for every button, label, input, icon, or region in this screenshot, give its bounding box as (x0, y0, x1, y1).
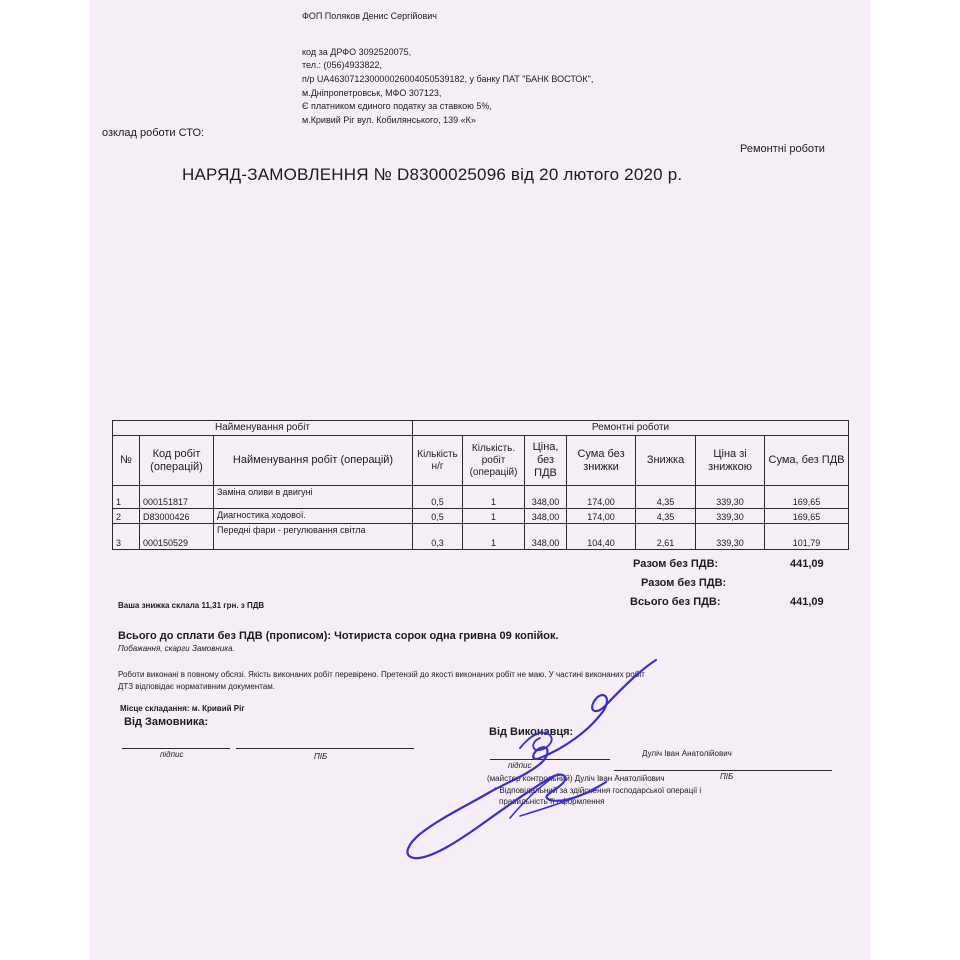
document-page (90, 0, 870, 960)
executor-note-1: * Відповідальний за здійснення господарської операції і (494, 786, 702, 795)
row-code: D83000426 (140, 509, 214, 524)
row-sum: 174,00 (567, 509, 636, 524)
row-discounted-price: 339,30 (696, 509, 765, 524)
row-name: Диагностика ходової. (214, 509, 413, 524)
handwritten-signature (390, 650, 680, 870)
works-table (112, 420, 849, 550)
row-discount: 2,61 (636, 524, 696, 550)
row-total: 101,79 (765, 524, 849, 550)
statement-line-1: Роботи виконані в повному обсязі. Якість виконаних робіт перевірено. Претензій до якості виконаних робіт не маю. У частині виконаних робіт (118, 670, 645, 679)
company-detail-1: код за ДРФО 3092520075, (302, 47, 412, 57)
document-title: НАРЯД-ЗАМОВЛЕННЯ № D8300025096 від 20 лютого 2020 р. (182, 165, 683, 184)
work-schedule: озклад роботи СТО: (102, 127, 205, 139)
company-detail-4: м.Дніпропетровськ, МФО 307123, (302, 88, 442, 98)
work-type: Ремонтні роботи (740, 143, 825, 155)
total-value-1: 441,09 (790, 558, 824, 570)
discount-note: Ваша знижка склала 11,31 грн. з ПДВ (118, 601, 265, 610)
row-code: 000151817 (140, 486, 214, 509)
col-discount: Знижка (636, 436, 696, 486)
customer-signature-line (122, 748, 230, 749)
col-discounted-price: Ціна зі знижкою (696, 436, 765, 486)
group-header-works: Найменування робіт (113, 421, 413, 436)
row-number: 1 (113, 486, 140, 509)
group-header-repairs: Ремонтні роботи (413, 421, 849, 436)
row-hours: 0,5 (413, 509, 463, 524)
executor-note-2: правильність її оформлення (499, 797, 605, 806)
customer-heading: Від Замовника: (124, 716, 209, 728)
col-code: Код робіт (операцій) (140, 436, 214, 486)
row-code: 000150529 (140, 524, 214, 550)
row-number: 3 (113, 524, 140, 550)
col-total: Сума, без ПДВ (765, 436, 849, 486)
row-name: Передні фари - регулювання світла (214, 524, 413, 550)
executor-name: Дуліч Іван Анатолійович (642, 749, 732, 758)
row-price: 348,00 (525, 486, 567, 509)
row-sum: 104,40 (567, 524, 636, 550)
executor-name-label: ПІБ (720, 772, 734, 781)
row-discounted-price: 339,30 (696, 524, 765, 550)
customer-name-label: ПІБ (314, 752, 328, 761)
company-detail-3: п/р UA463071230000026004050539182, у банку ПАТ "БАНК ВОСТОК", (302, 74, 594, 84)
row-hours: 0,3 (413, 524, 463, 550)
col-quantity: Кількість. робіт (операцій) (463, 436, 525, 486)
company-name: ФОП Поляков Денис Сергійович (302, 11, 437, 21)
row-quantity: 1 (463, 486, 525, 509)
statement-line-2: ДТЗ відповідає нормативним документам. (118, 682, 276, 691)
total-value-3: 441,09 (790, 596, 824, 608)
row-sum: 174,00 (567, 486, 636, 509)
col-name: Найменування робіт (операцій) (214, 436, 413, 486)
row-discount: 4,35 (636, 509, 696, 524)
total-label-2: Разом без ПДВ: (641, 577, 727, 589)
executor-sign-label: підпис (508, 761, 532, 770)
company-detail-5: Є платником єдиного податку за ставкою 5%, (302, 101, 492, 111)
col-sum: Сума без знижки (567, 436, 636, 486)
col-price: Ціна, без ПДВ (525, 436, 567, 486)
row-quantity: 1 (463, 509, 525, 524)
total-label-1: Разом без ПДВ: (633, 558, 719, 570)
row-discount: 4,35 (636, 486, 696, 509)
row-number: 2 (113, 509, 140, 524)
table-row (113, 486, 849, 509)
customer-sign-label: підпис (160, 750, 184, 759)
customer-name-line (236, 748, 414, 749)
col-hours: Кількість н/г (413, 436, 463, 486)
table-column-header (113, 436, 849, 486)
wishes-label: Побажання, скарги Замовника. (118, 644, 235, 653)
executor-role: (майстер контрольний) Дуліч Іван Анатолійович (487, 774, 665, 783)
table-row (113, 524, 849, 550)
company-detail-6: м.Кривий Ріг вул. Кобилянського, 139 «К» (302, 115, 476, 125)
row-total: 169,65 (765, 486, 849, 509)
row-hours: 0,5 (413, 486, 463, 509)
row-total: 169,65 (765, 509, 849, 524)
executor-heading: Від Виконавця: (489, 726, 574, 738)
row-price: 348,00 (525, 524, 567, 550)
table-group-header (113, 421, 849, 436)
total-in-words: Всього до сплати без ПДВ (прописом): Чотириста сорок одна гривна 09 копійок. (118, 630, 559, 642)
row-name: Заміна оливи в двигуні (214, 486, 413, 509)
col-number: № (113, 436, 140, 486)
total-label-3: Всього без ПДВ: (630, 596, 721, 608)
row-discounted-price: 339,30 (696, 486, 765, 509)
row-price: 348,00 (525, 509, 567, 524)
table-row (113, 509, 849, 524)
company-detail-2: тел.: (056)4933822, (302, 60, 383, 70)
place-of-issue: Місце складання: м. Кривий Ріг (120, 704, 245, 713)
row-quantity: 1 (463, 524, 525, 550)
